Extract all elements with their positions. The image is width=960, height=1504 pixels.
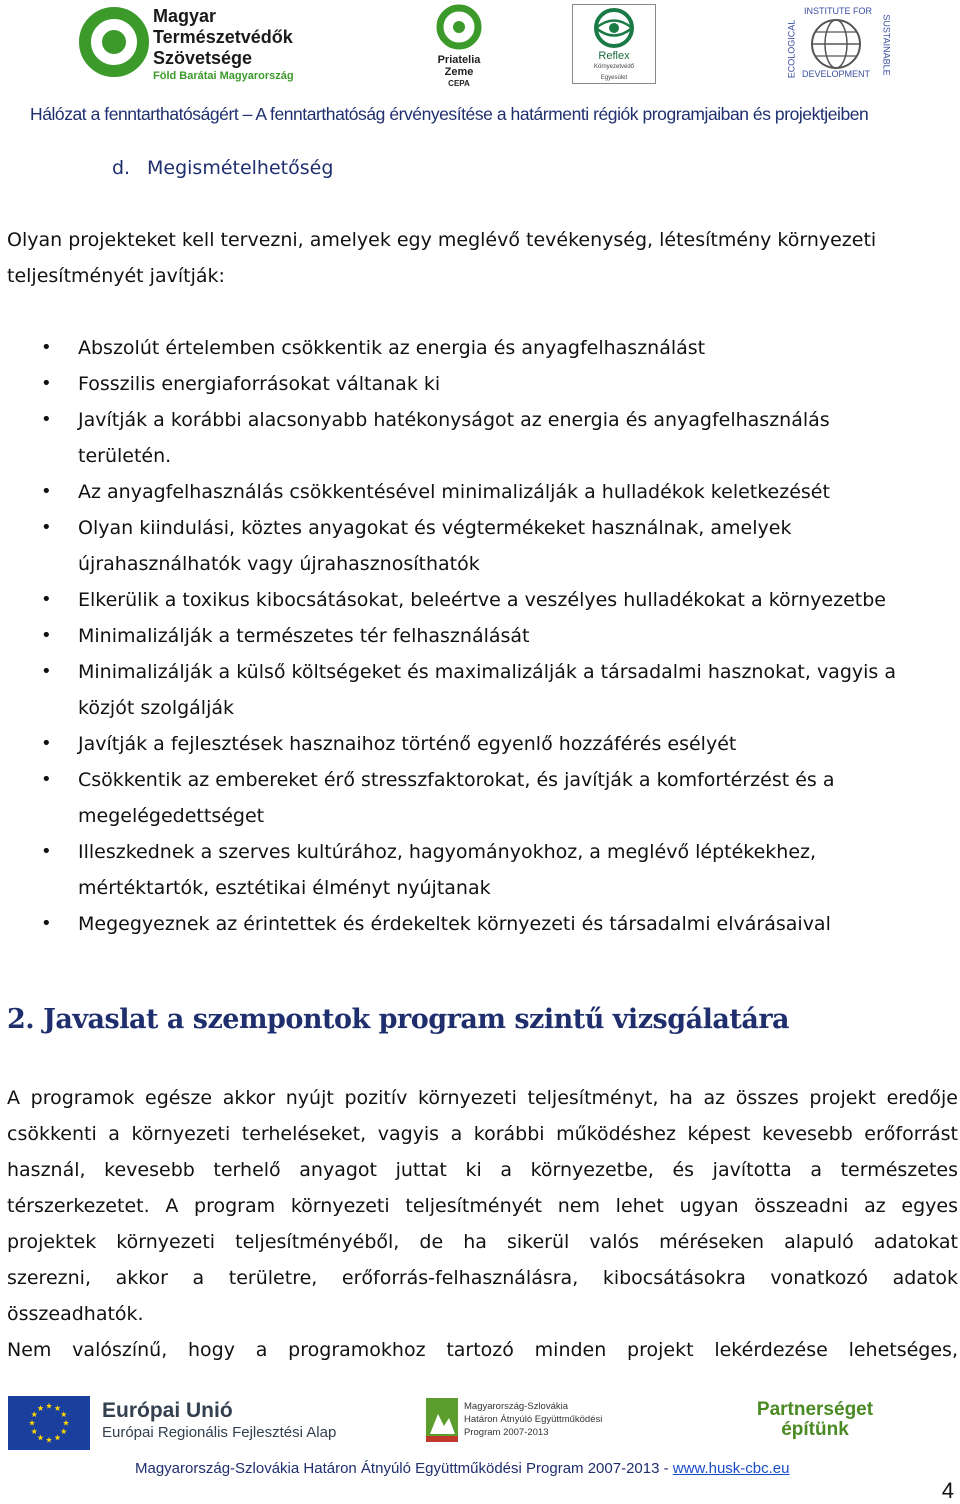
eu-fund: Európai Regionális Fejlesztési Alap — [102, 1424, 337, 1441]
eu-star — [63, 1420, 69, 1426]
section-2-body — [7, 1080, 958, 1368]
bullet-line: • Abszolút értelemben csökkentik az energia és anyagfelhasználást — [78, 337, 706, 359]
bullet-line: újrahasználhatók vagy újrahasznosíthatók — [78, 553, 480, 575]
intro-line: teljesítményét javítják: — [7, 265, 225, 287]
intro-line: Olyan projekteket kell tervezni, amelyek egy meglévő tevékenység, létesítmény környezeti — [7, 229, 877, 251]
paragraph-1-line: összeadhatók. — [7, 1303, 144, 1325]
bullet-item — [7, 726, 959, 762]
paragraph-1-line: projektek környezeti teljesítményéből, de ha sikerül valós méréseken alapuló adatokat — [7, 1231, 958, 1253]
eisd-top-text: INSTITUTE FOR — [804, 6, 872, 16]
husk-logo — [424, 1394, 624, 1450]
eu-star — [54, 1435, 60, 1441]
paragraph-1-line: szerezni, akkor a területre, erőforrás-felhasználásra, kibocsátásokra vonatkozó adatok — [7, 1267, 958, 1289]
paragraph-1-line: csökkenti a környezeti terheléseket, vagyis a korábbi működéshez képest kevesebb erőforrást — [7, 1123, 958, 1145]
bullet-line: • Minimalizálják a külső költségeket és maximalizálják a társadalmi hasznokat, vagyis a — [78, 661, 896, 683]
bullet-line: • Minimalizálják a természetes tér felhasználását — [78, 625, 530, 647]
bullet-item — [7, 906, 959, 942]
reflex-text: Reflex Környezetvédő Egyesület — [593, 50, 635, 81]
priatelia-zeme-logo — [430, 4, 488, 88]
project-title: Hálózat a fenntarthatóságért – A fenntarthatóság érvényesítése a határmenti régiók programjaiban és projektjeiben — [30, 104, 869, 124]
bullet-line: • Csökkentik az embereket érő stresszfaktorokat, és javítják a komfortérzést és a — [78, 769, 835, 791]
eu-star — [46, 1403, 52, 1409]
paragraph-1-line: A programok egésze akkor nyújt pozitív környezeti teljesítményt, ha az összes projekt eredője — [7, 1087, 958, 1109]
bullet-item — [7, 582, 959, 618]
bullet-line: • Olyan kiindulási, köztes anyagokat és végtermékeket használnak, amelyek — [78, 517, 792, 539]
paragraph-1-line: használ, kevesebb terhelő anyagot juttat ki a környezetbe, és javította a természetes — [7, 1159, 958, 1181]
paragraph-1-line: térszerkezetet. A program környezeti teljesítményét nem lehet ugyan összeadni az egyes — [7, 1195, 958, 1217]
bullet-line: • Javítják a korábbi alacsonyabb hatékonyságot az energia és anyagfelhasználás — [78, 409, 830, 431]
header-logos — [0, 0, 960, 100]
bullet-line: megelégedettséget — [78, 805, 265, 827]
husk-emblem-icon — [424, 1396, 460, 1444]
section-2-heading: 2. Javaslat a szempontok program szintű vizsgálatára — [7, 1004, 790, 1035]
bullet-item — [7, 762, 959, 834]
mtvsz-logo — [78, 4, 328, 84]
bullet-line: • Illeszkednek a szerves kultúrához, hagyományokhoz, a meglévő léptékekhez, — [78, 841, 817, 863]
program-text: Magyarország-Szlovákia Határon Átnyúló Együttműködési Program 2007-2013 - — [135, 1460, 673, 1477]
bullet-item — [7, 510, 959, 582]
bullet-line: • Fosszilis energiaforrásokat váltanak ki — [78, 373, 441, 395]
eu-star — [61, 1411, 67, 1417]
eu-star — [31, 1411, 37, 1417]
eu-star — [54, 1405, 60, 1411]
eu-star — [31, 1428, 37, 1434]
reflex-logo — [572, 4, 656, 84]
mtvsz-ring-icon — [78, 6, 150, 78]
bullet-item — [7, 474, 959, 510]
footer-logos — [0, 1388, 960, 1458]
eisd-right-text: SUSTAINABLE — [881, 14, 892, 76]
bullet-line: • Elkerülik a toxikus kibocsátásokat, beleértve a veszélyes hulladékokat a környezetbe — [78, 589, 886, 611]
eu-star — [61, 1428, 67, 1434]
program-link[interactable]: www.husk-cbc.eu — [672, 1460, 790, 1477]
bullet-item — [7, 654, 959, 726]
pz-text: Priatelia Zeme CEPA — [437, 54, 481, 88]
eu-stars-icon — [8, 1396, 90, 1450]
paragraph-1 — [7, 1080, 958, 1332]
bullet-line: • Megegyeznek az érintettek és érdekeltek környezeti és társadalmi elvárásaival — [78, 913, 831, 935]
bullet-item — [7, 366, 959, 402]
eu-star — [29, 1420, 35, 1426]
eisd-bottom-text: DEVELOPMENT — [802, 69, 871, 79]
bullet-line: mértéktartók, esztétikai élményt nyújtanak — [78, 877, 491, 899]
eisd-left-text: ECOLOGICAL — [786, 19, 797, 79]
mtvsz-name: Magyar Természetvédők Szövetsége — [153, 6, 293, 68]
partner-logo — [750, 1400, 880, 1440]
criteria-bullet-list — [7, 330, 959, 942]
eu-star — [46, 1437, 52, 1443]
bullet-item — [7, 618, 959, 654]
pz-ring-icon — [430, 4, 488, 52]
bullet-item — [7, 834, 959, 906]
eu-title: Európai Unió — [102, 1399, 233, 1422]
paragraph-2-line: Nem valószínű, hogy a programokhoz tartozó minden projekt lekérdezése lehetséges, — [7, 1339, 958, 1361]
partner-line-2: építünk — [781, 1419, 849, 1440]
bullet-item — [7, 402, 959, 474]
partner-line-1: Partnerséget — [756, 1399, 874, 1420]
bullet-item — [7, 330, 959, 366]
bullet-line: • Javítják a fejlesztések hasznaihoz történő egyenlő hozzáférés esélyét — [78, 733, 737, 755]
bullet-line: • Az anyagfelhasználás csökkentésével minimalizálják a hulladékok keletkezését — [78, 481, 830, 503]
bullet-line: területén. — [78, 445, 172, 467]
husk-text: Magyarország-Szlovákia Határon Átnyúló Együttműködési Program 2007-2013 — [464, 1401, 603, 1438]
eu-star — [37, 1405, 43, 1411]
section-d-title: Megismételhetőség — [147, 157, 334, 179]
page-body — [7, 150, 959, 942]
eu-flag-icon — [8, 1396, 90, 1450]
mtvsz-tagline: Föld Barátai Magyarország — [153, 70, 294, 82]
page-number: 4 — [941, 1478, 954, 1503]
program-footer — [135, 1460, 790, 1477]
section-d-number: d. — [112, 157, 131, 179]
eisd-logo — [786, 4, 892, 84]
bullet-line: közjót szolgálják — [78, 697, 234, 719]
eye-icon — [573, 5, 655, 51]
eu-star — [37, 1435, 43, 1441]
